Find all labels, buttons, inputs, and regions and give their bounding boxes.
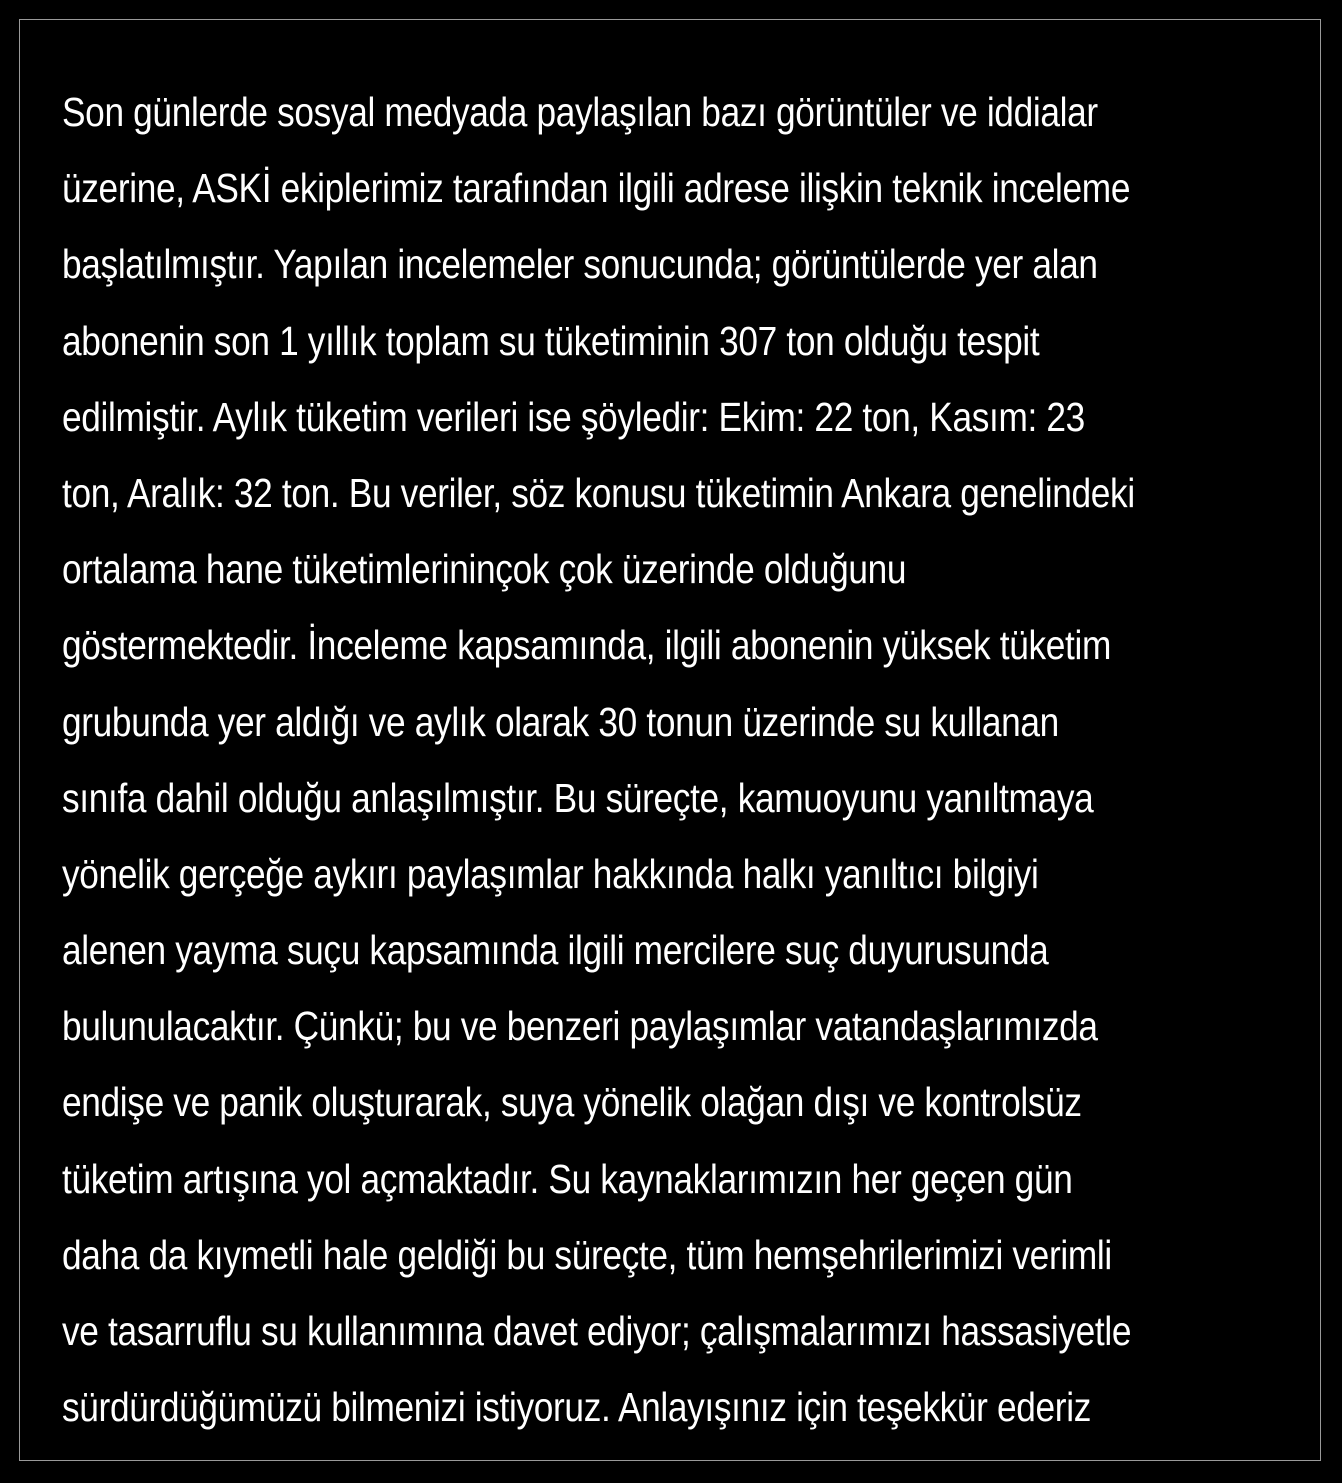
statement-line: sürdürdüğümüzü bilmenizi istiyoruz. Anlayışınız için teşekkür ederiz [62,1384,1091,1431]
statement-text [62,74,1302,1445]
statement-line: sınıfa dahil olduğu anlaşılmıştır. Bu süreçte, kamuoyunu yanıltmaya [62,774,1094,821]
statement-line: üzerine, ASKİ ekiplerimiz tarafından ilgili adrese ilişkin teknik inceleme [62,165,1131,212]
statement-line: ortalama hane tüketimlerininçok çok üzerinde olduğunu [62,546,907,593]
statement-line: edilmiştir. Aylık tüketim verileri ise şöyledir: Ekim: 22 ton, Kasım: 23 [62,393,1085,440]
statement-line: grubunda yer aldığı ve aylık olarak 30 tonun üzerinde su kullanan [62,698,1059,745]
statement-line: göstermektedir. İnceleme kapsamında, ilgili abonenin yüksek tüketim [62,622,1112,669]
statement-line: tüketim artışına yol açmaktadır. Su kaynaklarımızın her geçen gün [62,1155,1073,1202]
statement-line: bulunulacaktır. Çünkü; bu ve benzeri paylaşımlar vatandaşlarımızda [62,1003,1098,1050]
statement-line: abonenin son 1 yıllık toplam su tüketiminin 307 ton olduğu tespit [62,317,1040,364]
statement-line: endişe ve panik oluşturarak, suya yönelik olağan dışı ve kontrolsüz [62,1079,1082,1126]
statement-line: alenen yayma suçu kapsamında ilgili mercilere suç duyurusunda [62,927,1049,974]
statement-line: Son günlerde sosyal medyada paylaşılan bazı görüntüler ve iddialar [62,89,1098,135]
statement-line: daha da kıymetli hale geldiği bu süreçte, tüm hemşehrilerimizi verimli [62,1231,1112,1278]
statement-line: başlatılmıştır. Yapılan incelemeler sonucunda; görüntülerde yer alan [62,241,1098,288]
statement-line: yönelik gerçeğe aykırı paylaşımlar hakkında halkı yanıltıcı bilgiyi [62,850,1039,897]
statement-line: ve tasarruflu su kullanımına davet ediyor; çalışmalarımızı hassasiyetle [62,1308,1132,1354]
statement-line: ton, Aralık: 32 ton. Bu veriler, söz konusu tüketimin Ankara genelindeki [62,469,1135,516]
